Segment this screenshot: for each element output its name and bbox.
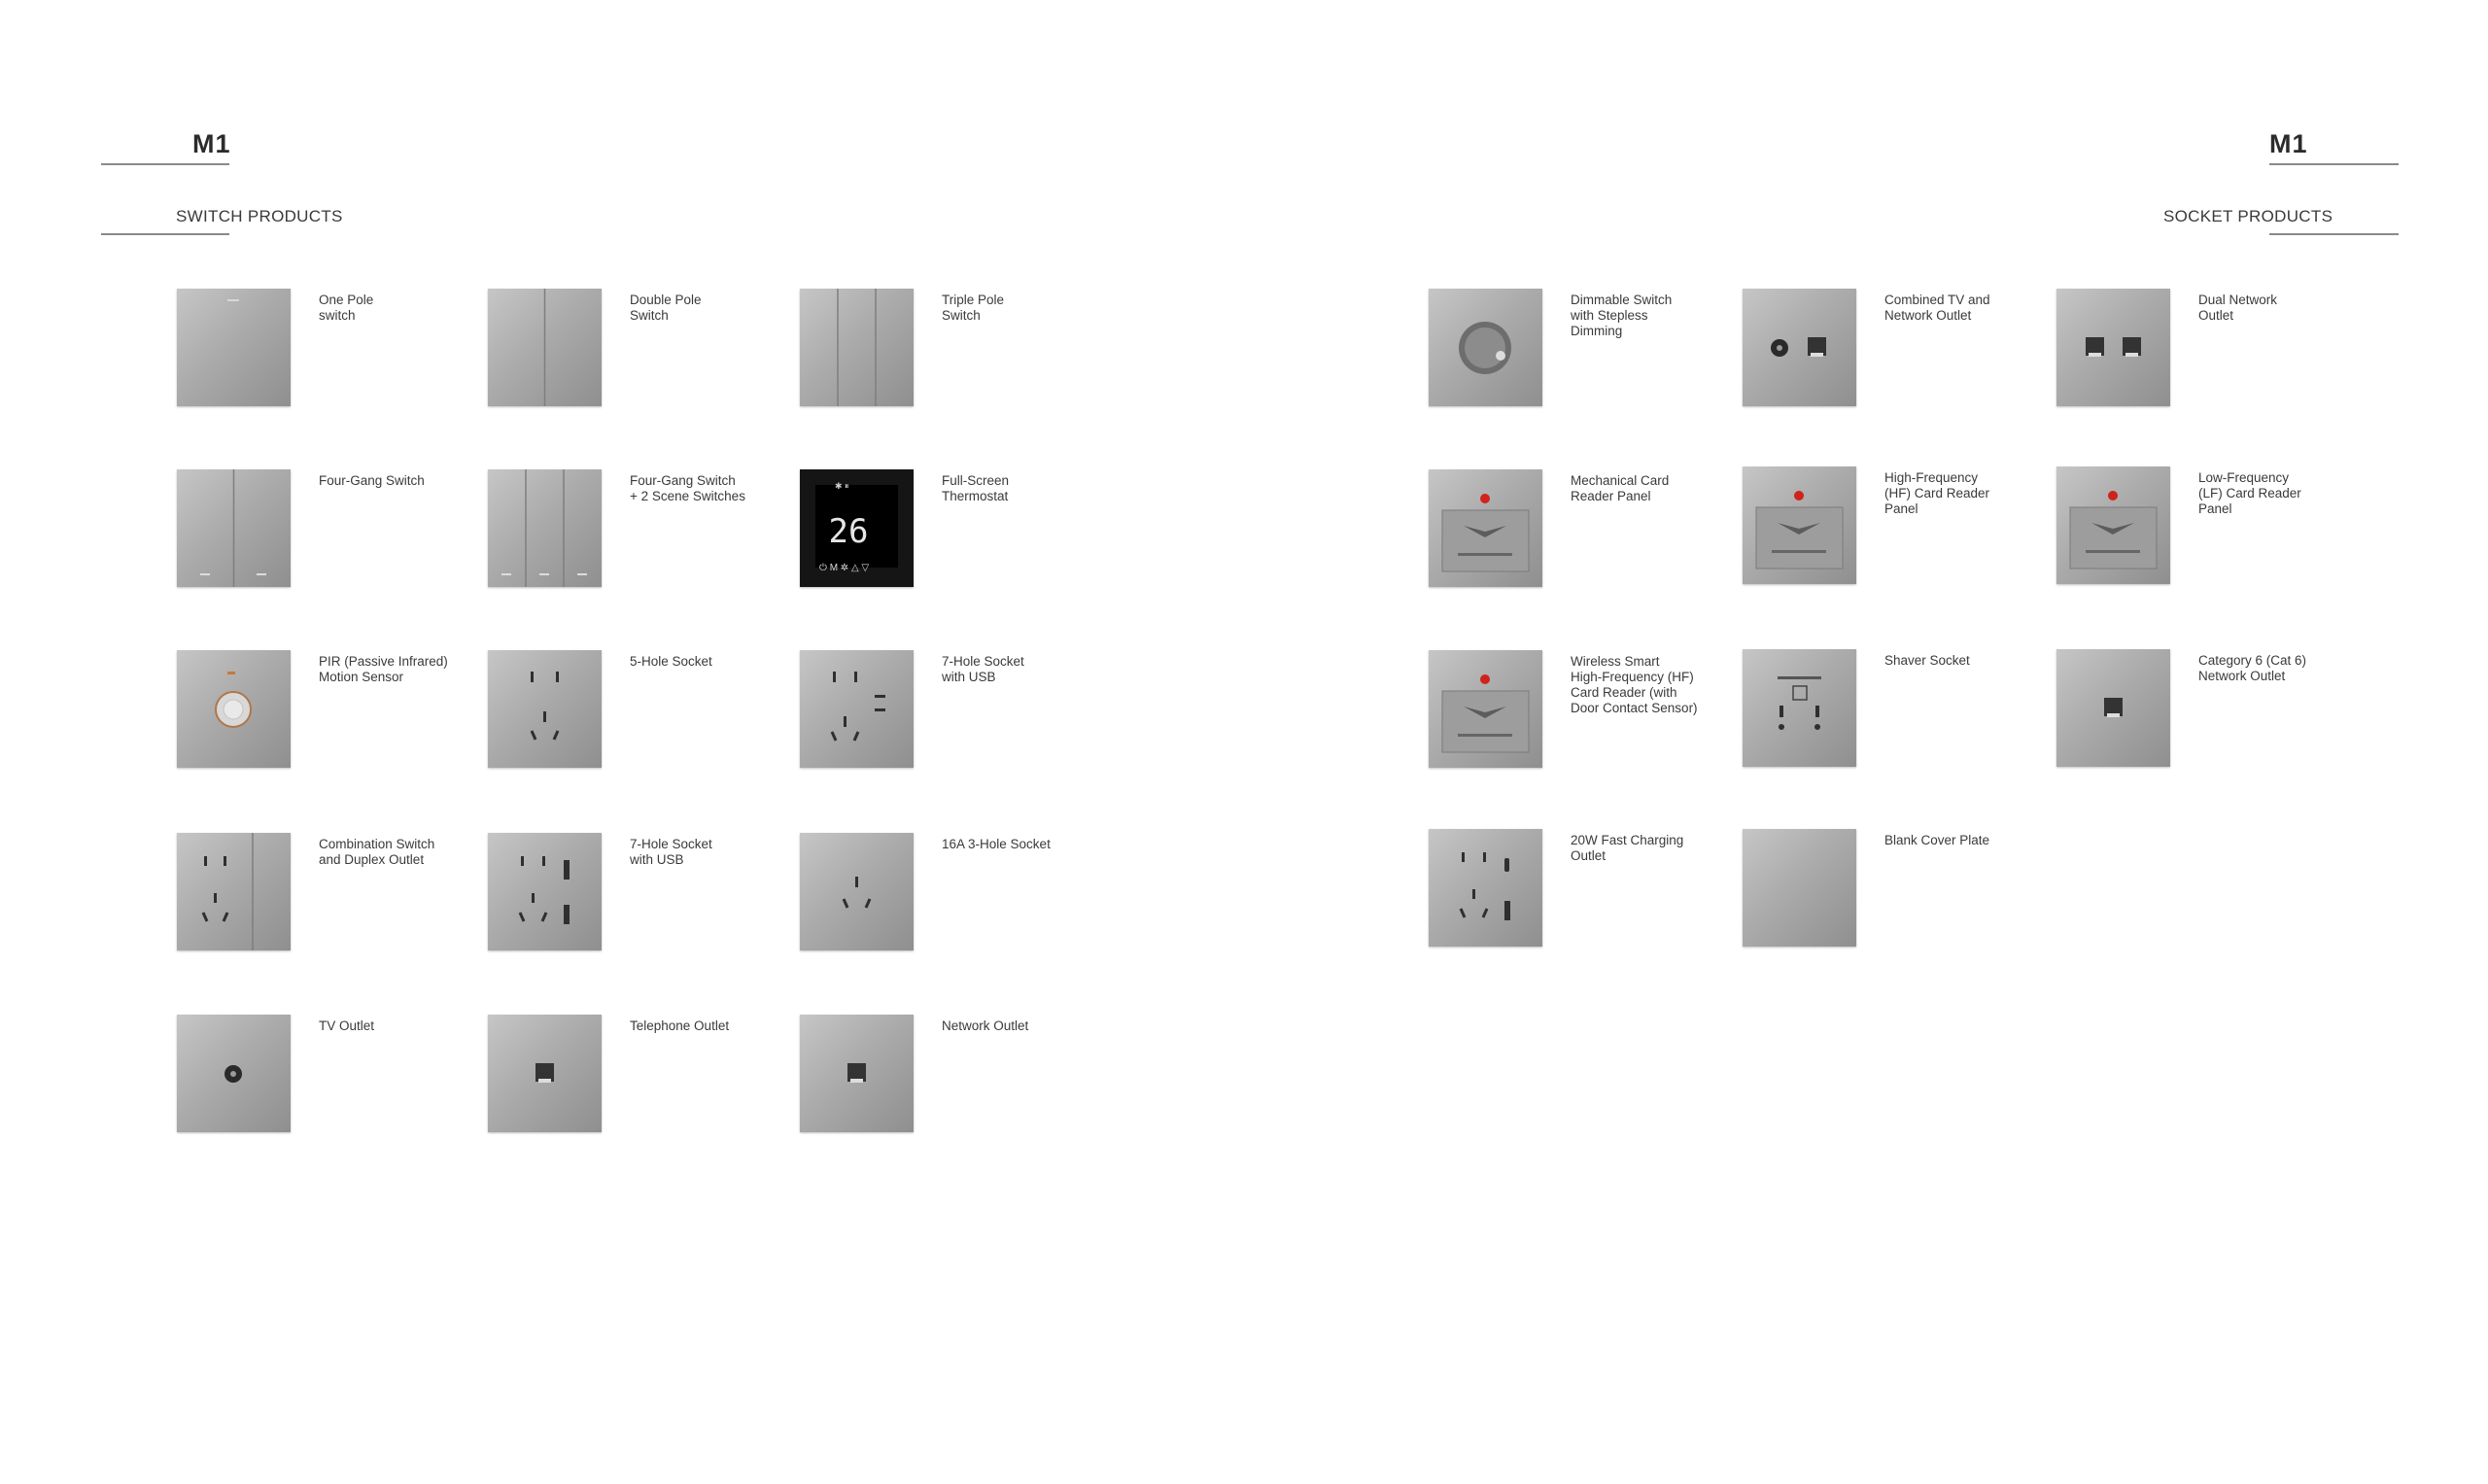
product-tv-outlet (177, 1015, 488, 1141)
blank-plate-icon (1743, 829, 1856, 947)
divider (2269, 163, 2399, 165)
product-pir-sensor (177, 650, 488, 777)
dual-network-outlet-icon (2056, 289, 2170, 406)
product-name: Four-Gang Switch + 2 Scene Switches (630, 473, 745, 503)
product-fast-charging-outlet (1429, 829, 1740, 955)
product-name: Category 6 (Cat 6) Network Outlet (2198, 653, 2307, 683)
product-double-pole-switch (488, 289, 799, 415)
three-gang-switch-icon (800, 289, 914, 406)
product-name: Four-Gang Switch (319, 473, 425, 488)
product-name: One Pole switch (319, 293, 374, 323)
card-reader-icon (1429, 469, 1542, 587)
five-hole-socket-icon (488, 650, 602, 768)
product-name: 5-Hole Socket (630, 654, 712, 669)
product-combination-switch (177, 833, 488, 959)
one-gang-switch-icon (177, 289, 291, 406)
combination-switch-outlet-icon (177, 833, 291, 950)
shaver-socket-icon (1743, 649, 1856, 767)
product-name: Dimmable Switch with Stepless Dimming (1571, 293, 1673, 338)
product-name: Wireless Smart High-Frequency (HF) Card Reader (with Door Contact Sensor) (1571, 654, 1698, 715)
tv-outlet-icon (177, 1015, 291, 1132)
product-one-pole-switch (177, 289, 488, 415)
product-blank-cover-plate (1743, 829, 2054, 955)
thermostat-icon (800, 469, 914, 587)
product-dimmer-switch (1429, 289, 1740, 415)
three-hole-socket-icon (800, 833, 914, 950)
two-gang-switch-icon (488, 289, 602, 406)
series-title-right: M1 (2269, 129, 2308, 158)
seven-hole-socket-icon (800, 650, 914, 768)
product-name: High-Frequency (HF) Card Reader Panel (1884, 470, 1990, 516)
product-three-hole-socket (800, 833, 1111, 959)
four-gang-switch-icon (177, 469, 291, 587)
telephone-outlet-icon (488, 1015, 602, 1132)
category-title-switch: SWITCH PRODUCTS (176, 207, 343, 225)
product-name: Combined TV and Network Outlet (1884, 293, 1990, 323)
card-reader-icon (2056, 466, 2170, 584)
tv-network-outlet-icon (1743, 289, 1856, 406)
svg-text:⏻ M ✲ △ ▽: ⏻ M ✲ △ ▽ (819, 563, 870, 573)
product-name: PIR (Passive Infrared) Motion Sensor (319, 654, 448, 684)
product-telephone-outlet (488, 1015, 799, 1141)
divider (101, 233, 229, 235)
product-name: TV Outlet (319, 1018, 375, 1033)
product-four-gang-switch (177, 469, 488, 596)
product-thermostat (800, 469, 1111, 596)
six-gang-switch-icon (488, 469, 602, 587)
fast-charging-outlet-icon (1429, 829, 1542, 947)
series-title-left: M1 (192, 129, 231, 158)
svg-text:✱ ⏸: ✱ ⏸ (835, 481, 849, 491)
product-cat6-network-outlet (2056, 649, 2367, 776)
product-name: Telephone Outlet (630, 1018, 730, 1033)
product-name: Double Pole Switch (630, 293, 702, 323)
product-hf-card-reader (1743, 466, 2054, 593)
seven-hole-usb-socket-icon (488, 833, 602, 950)
product-four-gang-scene-switch (488, 469, 799, 596)
product-name: Low-Frequency (LF) Card Reader Panel (2198, 470, 2301, 516)
product-dual-network-outlet (2056, 289, 2367, 415)
product-shaver-socket (1743, 649, 2054, 776)
product-name: Blank Cover Plate (1884, 833, 1990, 847)
product-name: 7-Hole Socket with USB (942, 654, 1024, 684)
product-lf-card-reader (2056, 466, 2367, 593)
product-name: Triple Pole Switch (942, 293, 1005, 323)
dimmer-knob-icon (1429, 289, 1542, 406)
product-network-outlet (800, 1015, 1111, 1141)
divider (2269, 233, 2399, 235)
product-seven-hole-socket (800, 650, 1111, 777)
product-name: 7-Hole Socket with USB (630, 837, 712, 867)
network-outlet-icon (2056, 649, 2170, 767)
product-name: 20W Fast Charging Outlet (1571, 833, 1684, 863)
product-name: Combination Switch and Duplex Outlet (319, 837, 435, 867)
product-name: Full-Screen Thermostat (942, 473, 1010, 503)
product-tv-network-outlet (1743, 289, 2054, 415)
product-name: Network Outlet (942, 1018, 1029, 1033)
product-mechanical-card-reader (1429, 469, 1740, 596)
network-outlet-icon (800, 1015, 914, 1132)
card-reader-icon (1743, 466, 1856, 584)
category-title-socket: SOCKET PRODUCTS (2163, 207, 2333, 225)
motion-sensor-icon (177, 650, 291, 768)
product-name: Shaver Socket (1884, 653, 1970, 668)
product-wireless-hf-card-reader (1429, 650, 1740, 777)
thermostat-reading: 26 (828, 512, 869, 551)
card-reader-icon (1429, 650, 1542, 768)
product-name: Dual Network Outlet (2198, 293, 2278, 323)
product-name: 16A 3-Hole Socket (942, 837, 1051, 851)
product-name: Mechanical Card Reader Panel (1571, 473, 1670, 503)
product-seven-hole-usb-socket (488, 833, 799, 959)
product-triple-pole-switch (800, 289, 1111, 415)
product-five-hole-socket (488, 650, 799, 777)
divider (101, 163, 229, 165)
